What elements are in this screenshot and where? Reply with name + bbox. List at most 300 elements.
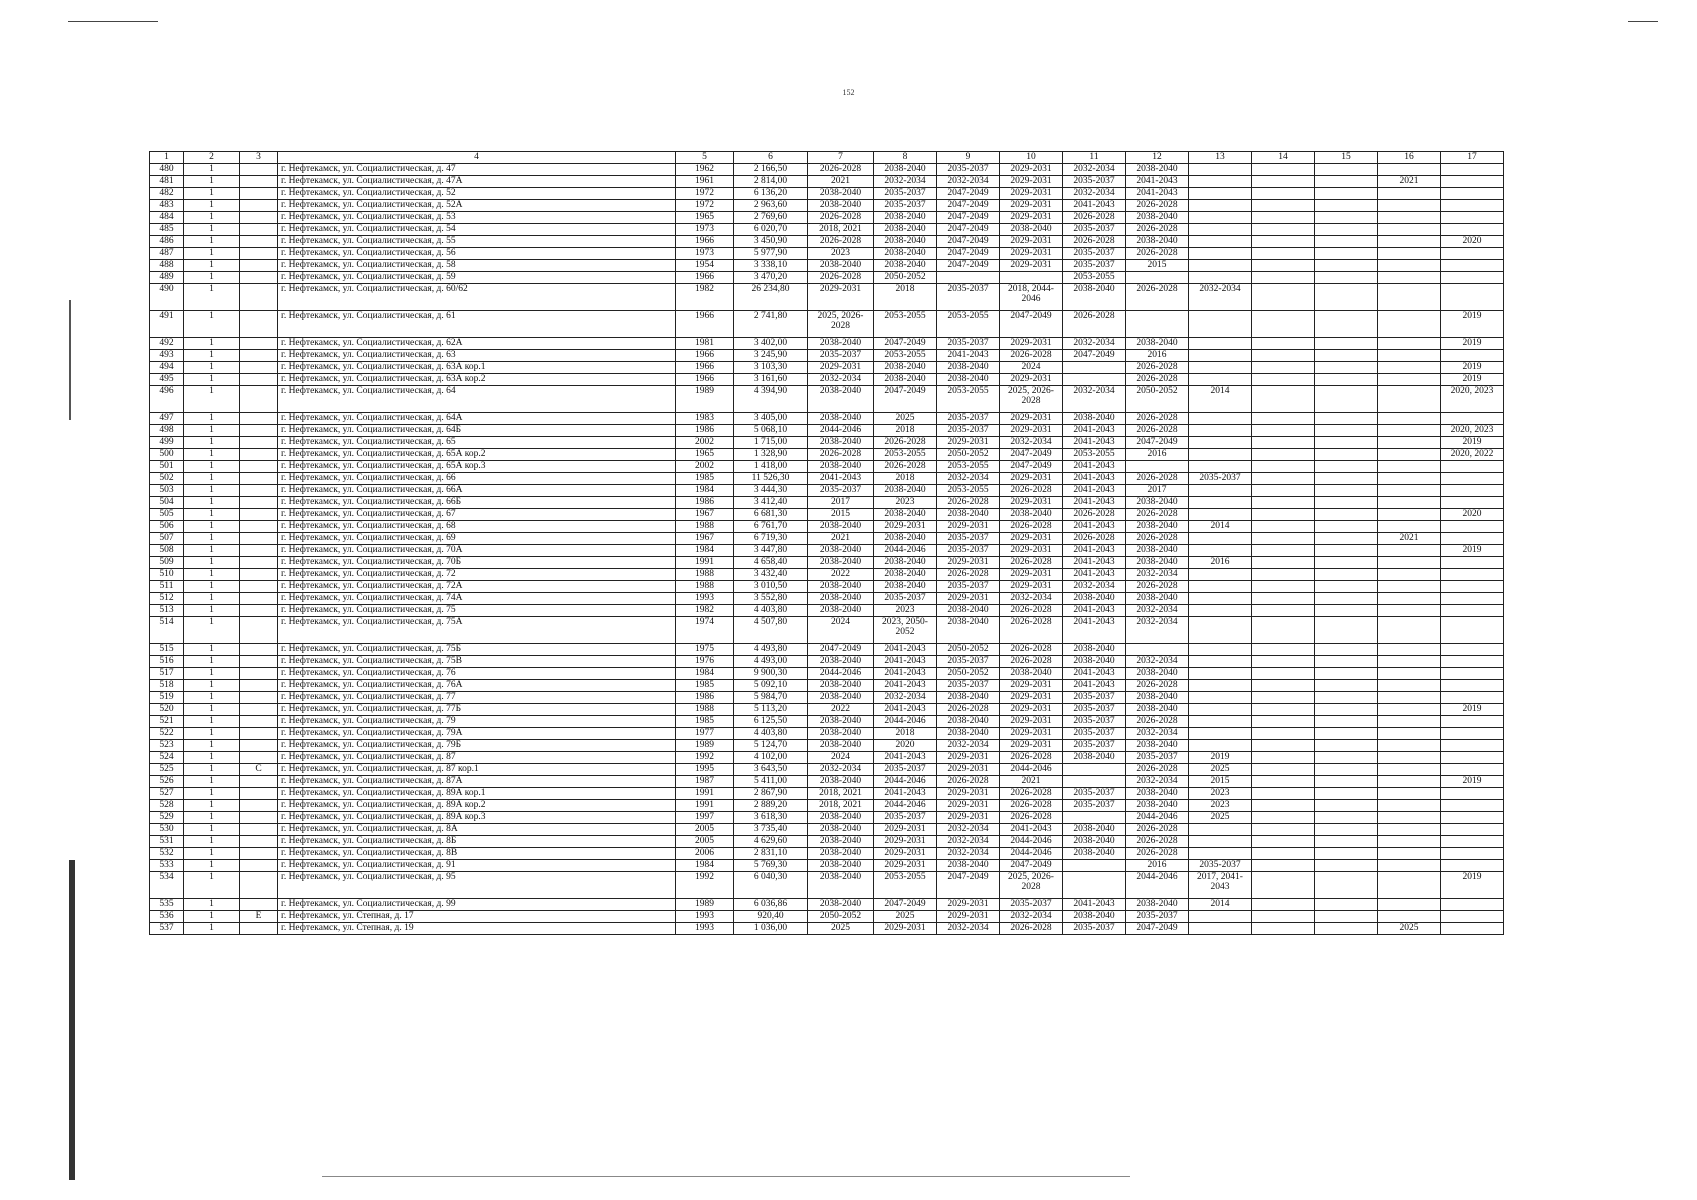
cell-address: г. Нефтекамск, ул. Социалистическая, д. 70А [278, 545, 676, 557]
cell-col-7: 2021 [808, 176, 874, 188]
cell-col-3 [240, 236, 278, 248]
cell-col-2: 1 [184, 764, 240, 776]
cell-col-17 [1441, 533, 1504, 545]
cell-col-3 [240, 740, 278, 752]
cell-col-10: 2018, 2044-2046 [1000, 284, 1063, 311]
cell-col-2: 1 [184, 824, 240, 836]
cell-col-17 [1441, 824, 1504, 836]
cell-col-13 [1189, 740, 1252, 752]
cell-col-10: 2029-2031 [1000, 164, 1063, 176]
table-row [150, 497, 1504, 509]
cell-col-16 [1378, 752, 1441, 764]
cell-col-17 [1441, 350, 1504, 362]
cell-col-10: 2044-2046 [1000, 848, 1063, 860]
cell-col-8: 2018 [874, 284, 937, 311]
cell-col-3 [240, 557, 278, 569]
cell-address: г. Нефтекамск, ул. Социалистическая, д. 52 [278, 188, 676, 200]
cell-col-11: 2032-2034 [1063, 581, 1126, 593]
cell-col-10: 2029-2031 [1000, 413, 1063, 425]
cell-col-8: 2032-2034 [874, 176, 937, 188]
cell-col-16 [1378, 485, 1441, 497]
cell-area: 9 900,30 [734, 668, 808, 680]
cell-col-16 [1378, 413, 1441, 425]
cell-col-9: 2032-2034 [937, 176, 1000, 188]
cell-build-year: 1993 [676, 593, 734, 605]
cell-col-15 [1315, 338, 1378, 350]
cell-address: г. Нефтекамск, ул. Социалистическая, д. 59 [278, 272, 676, 284]
cell-col-17 [1441, 284, 1504, 311]
cell-col-11: 2038-2040 [1063, 752, 1126, 764]
page-number: 152 [842, 88, 855, 97]
cell-col-2: 1 [184, 704, 240, 716]
cell-col-17: 2020 [1441, 236, 1504, 248]
cell-col-17 [1441, 164, 1504, 176]
cell-col-16 [1378, 236, 1441, 248]
cell-col-2: 1 [184, 800, 240, 812]
cell-build-year: 2006 [676, 848, 734, 860]
cell-col-3: С [240, 764, 278, 776]
cell-col-2: 1 [184, 284, 240, 311]
cell-col-13 [1189, 911, 1252, 923]
cell-col-13 [1189, 728, 1252, 740]
cell-col-17 [1441, 176, 1504, 188]
cell-col-9: 2050-2052 [937, 449, 1000, 461]
cell-col-2: 1 [184, 848, 240, 860]
cell-col-9: 2035-2037 [937, 581, 1000, 593]
cell-col-16 [1378, 362, 1441, 374]
cell-col-15 [1315, 509, 1378, 521]
cell-address: г. Нефтекамск, ул. Социалистическая, д. 91 [278, 860, 676, 872]
cell-col-11 [1063, 374, 1126, 386]
cell-area: 2 889,20 [734, 800, 808, 812]
cell-col-15 [1315, 425, 1378, 437]
cell-col-10: 2032-2034 [1000, 911, 1063, 923]
cell-col-17: 2020, 2023 [1441, 425, 1504, 437]
cell-col-11: 2026-2028 [1063, 236, 1126, 248]
cell-col-7: 2038-2040 [808, 776, 874, 788]
cell-col-12: 2032-2034 [1126, 656, 1189, 668]
cell-row-number: 498 [150, 425, 184, 437]
cell-col-3 [240, 362, 278, 374]
scan-left-edge-mark [69, 300, 71, 420]
cell-col-7: 2029-2031 [808, 284, 874, 311]
cell-area: 3 402,00 [734, 338, 808, 350]
table-row [150, 728, 1504, 740]
cell-col-11: 2038-2040 [1063, 644, 1126, 656]
cell-area: 3 450,90 [734, 236, 808, 248]
cell-build-year: 1967 [676, 533, 734, 545]
cell-col-14 [1252, 497, 1315, 509]
cell-col-15 [1315, 605, 1378, 617]
cell-address: г. Нефтекамск, ул. Социалистическая, д. 63А кор.1 [278, 362, 676, 374]
cell-col-15 [1315, 680, 1378, 692]
cell-col-17: 2019 [1441, 338, 1504, 350]
cell-col-13: 2019 [1189, 752, 1252, 764]
cell-col-12: 2026-2028 [1126, 581, 1189, 593]
cell-col-8: 2035-2037 [874, 188, 937, 200]
cell-address: г. Нефтекамск, ул. Социалистическая, д. 89А кор.2 [278, 800, 676, 812]
cell-col-7: 2035-2037 [808, 485, 874, 497]
cell-col-12: 2038-2040 [1126, 692, 1189, 704]
cell-build-year: 1973 [676, 224, 734, 236]
cell-col-2: 1 [184, 473, 240, 485]
cell-col-17 [1441, 656, 1504, 668]
cell-area: 3 245,90 [734, 350, 808, 362]
cell-col-9: 2032-2034 [937, 836, 1000, 848]
cell-col-13 [1189, 824, 1252, 836]
cell-col-11 [1063, 872, 1126, 899]
cell-col-3 [240, 533, 278, 545]
cell-col-12: 2038-2040 [1126, 788, 1189, 800]
cell-col-9: 2029-2031 [937, 557, 1000, 569]
cell-col-9: 2035-2037 [937, 284, 1000, 311]
cell-col-13 [1189, 569, 1252, 581]
cell-col-12: 2026-2028 [1126, 824, 1189, 836]
cell-col-14 [1252, 533, 1315, 545]
cell-col-12: 2038-2040 [1126, 212, 1189, 224]
cell-col-7: 2022 [808, 704, 874, 716]
cell-col-11: 2038-2040 [1063, 656, 1126, 668]
cell-col-13 [1189, 923, 1252, 935]
cell-address: г. Нефтекамск, ул. Социалистическая, д. 64А [278, 413, 676, 425]
cell-col-9: 2038-2040 [937, 617, 1000, 644]
cell-row-number: 502 [150, 473, 184, 485]
cell-col-15 [1315, 260, 1378, 272]
table-row [150, 533, 1504, 545]
cell-build-year: 1976 [676, 656, 734, 668]
cell-col-10: 2026-2028 [1000, 644, 1063, 656]
cell-col-14 [1252, 581, 1315, 593]
cell-address: г. Нефтекамск, ул. Социалистическая, д. 66 [278, 473, 676, 485]
cell-col-13 [1189, 260, 1252, 272]
table-row [150, 200, 1504, 212]
cell-col-17 [1441, 680, 1504, 692]
cell-col-11: 2035-2037 [1063, 224, 1126, 236]
cell-col-8: 2038-2040 [874, 581, 937, 593]
housing-register-table [149, 151, 1504, 935]
cell-col-2: 1 [184, 236, 240, 248]
cell-build-year: 1983 [676, 413, 734, 425]
cell-col-15 [1315, 848, 1378, 860]
cell-col-13 [1189, 704, 1252, 716]
cell-col-16 [1378, 311, 1441, 338]
table-row [150, 716, 1504, 728]
cell-col-16 [1378, 800, 1441, 812]
cell-row-number: 495 [150, 374, 184, 386]
cell-address: г. Нефтекамск, ул. Социалистическая, д. 63 [278, 350, 676, 362]
cell-col-15 [1315, 644, 1378, 656]
cell-col-12: 2026-2028 [1126, 224, 1189, 236]
column-number: 7 [808, 152, 874, 164]
cell-col-2: 1 [184, 188, 240, 200]
cell-row-number: 491 [150, 311, 184, 338]
cell-col-16 [1378, 605, 1441, 617]
column-number: 1 [150, 152, 184, 164]
cell-col-14 [1252, 545, 1315, 557]
cell-address: г. Нефтекамск, ул. Социалистическая, д. 53 [278, 212, 676, 224]
table-row [150, 860, 1504, 872]
cell-col-12: 2041-2043 [1126, 176, 1189, 188]
cell-col-7: 2038-2040 [808, 581, 874, 593]
cell-col-17 [1441, 752, 1504, 764]
cell-col-14 [1252, 557, 1315, 569]
cell-col-7: 2026-2028 [808, 272, 874, 284]
cell-address: г. Нефтекамск, ул. Социалистическая, д. 55 [278, 236, 676, 248]
cell-col-14 [1252, 776, 1315, 788]
cell-col-2: 1 [184, 617, 240, 644]
cell-col-11 [1063, 812, 1126, 824]
cell-col-2: 1 [184, 413, 240, 425]
cell-col-11: 2041-2043 [1063, 473, 1126, 485]
cell-col-9: 2035-2037 [937, 425, 1000, 437]
cell-col-8: 2053-2055 [874, 872, 937, 899]
cell-col-10: 2026-2028 [1000, 521, 1063, 533]
cell-build-year: 1992 [676, 872, 734, 899]
cell-build-year: 1989 [676, 899, 734, 911]
cell-col-10: 2026-2028 [1000, 557, 1063, 569]
cell-build-year: 1995 [676, 764, 734, 776]
cell-col-14 [1252, 164, 1315, 176]
cell-col-2: 1 [184, 872, 240, 899]
cell-col-15 [1315, 200, 1378, 212]
cell-row-number: 514 [150, 617, 184, 644]
cell-col-15 [1315, 872, 1378, 899]
table-row [150, 260, 1504, 272]
cell-col-2: 1 [184, 776, 240, 788]
cell-col-13: 2023 [1189, 800, 1252, 812]
cell-col-12: 2032-2034 [1126, 776, 1189, 788]
cell-col-9: 2029-2031 [937, 521, 1000, 533]
cell-col-12: 2026-2028 [1126, 200, 1189, 212]
cell-build-year: 1984 [676, 485, 734, 497]
cell-col-16 [1378, 473, 1441, 485]
cell-address: г. Нефтекамск, ул. Социалистическая, д. 68 [278, 521, 676, 533]
cell-address: г. Нефтекамск, ул. Социалистическая, д. 77Б [278, 704, 676, 716]
cell-row-number: 521 [150, 716, 184, 728]
cell-col-17: 2019 [1441, 311, 1504, 338]
cell-col-17 [1441, 617, 1504, 644]
cell-col-15 [1315, 176, 1378, 188]
cell-row-number: 529 [150, 812, 184, 824]
cell-col-17: 2020 [1441, 509, 1504, 521]
cell-col-12: 2026-2028 [1126, 413, 1189, 425]
cell-col-11: 2041-2043 [1063, 485, 1126, 497]
cell-row-number: 492 [150, 338, 184, 350]
cell-col-8: 2044-2046 [874, 545, 937, 557]
cell-address: г. Нефтекамск, ул. Социалистическая, д. 61 [278, 311, 676, 338]
cell-col-9: 2053-2055 [937, 461, 1000, 473]
cell-area: 4 507,80 [734, 617, 808, 644]
cell-col-2: 1 [184, 680, 240, 692]
cell-area: 4 403,80 [734, 728, 808, 740]
cell-col-17: 2019 [1441, 776, 1504, 788]
cell-col-12: 2047-2049 [1126, 923, 1189, 935]
cell-col-8: 2053-2055 [874, 311, 937, 338]
cell-col-13 [1189, 509, 1252, 521]
cell-col-11: 2035-2037 [1063, 248, 1126, 260]
cell-area: 6 719,30 [734, 533, 808, 545]
cell-col-8: 2047-2049 [874, 386, 937, 413]
cell-col-14 [1252, 461, 1315, 473]
cell-col-10: 2029-2031 [1000, 740, 1063, 752]
cell-col-3 [240, 260, 278, 272]
cell-col-11: 2041-2043 [1063, 497, 1126, 509]
cell-col-7: 2038-2040 [808, 545, 874, 557]
cell-area: 3 412,40 [734, 497, 808, 509]
table-row [150, 899, 1504, 911]
cell-col-14 [1252, 224, 1315, 236]
cell-col-12: 2044-2046 [1126, 872, 1189, 899]
cell-col-11 [1063, 764, 1126, 776]
cell-address: г. Нефтекамск, ул. Социалистическая, д. 47 [278, 164, 676, 176]
cell-row-number: 510 [150, 569, 184, 581]
cell-col-3 [240, 776, 278, 788]
cell-col-16 [1378, 509, 1441, 521]
cell-col-16 [1378, 272, 1441, 284]
cell-build-year: 1973 [676, 248, 734, 260]
cell-col-11: 2047-2049 [1063, 350, 1126, 362]
cell-col-3 [240, 716, 278, 728]
cell-row-number: 480 [150, 164, 184, 176]
cell-row-number: 501 [150, 461, 184, 473]
cell-address: г. Нефтекамск, ул. Социалистическая, д. 66А [278, 485, 676, 497]
cell-col-10 [1000, 272, 1063, 284]
cell-col-12 [1126, 644, 1189, 656]
cell-col-8: 2018 [874, 728, 937, 740]
cell-area: 1 036,00 [734, 923, 808, 935]
cell-col-16 [1378, 617, 1441, 644]
cell-col-15 [1315, 533, 1378, 545]
table-row [150, 668, 1504, 680]
cell-col-13 [1189, 413, 1252, 425]
cell-col-14 [1252, 872, 1315, 899]
cell-col-15 [1315, 800, 1378, 812]
cell-area: 2 166,50 [734, 164, 808, 176]
cell-col-9: 2047-2049 [937, 260, 1000, 272]
cell-address: г. Нефтекамск, ул. Социалистическая, д. 8Б [278, 836, 676, 848]
cell-col-2: 1 [184, 593, 240, 605]
cell-col-16 [1378, 776, 1441, 788]
cell-col-10: 2029-2031 [1000, 212, 1063, 224]
cell-col-13 [1189, 581, 1252, 593]
table-row [150, 413, 1504, 425]
cell-build-year: 2002 [676, 437, 734, 449]
cell-col-7: 2038-2040 [808, 872, 874, 899]
cell-col-12: 2038-2040 [1126, 545, 1189, 557]
cell-address: г. Нефтекамск, ул. Степная, д. 19 [278, 923, 676, 935]
cell-col-9: 2029-2031 [937, 593, 1000, 605]
cell-col-17 [1441, 716, 1504, 728]
cell-col-11: 2041-2043 [1063, 668, 1126, 680]
cell-col-15 [1315, 449, 1378, 461]
cell-build-year: 1966 [676, 311, 734, 338]
cell-col-9: 2032-2034 [937, 923, 1000, 935]
cell-col-17: 2019 [1441, 362, 1504, 374]
cell-address: г. Нефтекамск, ул. Социалистическая, д. 95 [278, 872, 676, 899]
cell-col-14 [1252, 836, 1315, 848]
cell-area: 5 113,20 [734, 704, 808, 716]
cell-address: г. Нефтекамск, ул. Социалистическая, д. 52А [278, 200, 676, 212]
cell-col-13 [1189, 272, 1252, 284]
cell-col-14 [1252, 617, 1315, 644]
cell-col-10: 2029-2031 [1000, 260, 1063, 272]
table-row [150, 680, 1504, 692]
column-number: 14 [1252, 152, 1315, 164]
cell-address: г. Нефтекамск, ул. Социалистическая, д. 8А [278, 824, 676, 836]
cell-col-14 [1252, 716, 1315, 728]
cell-col-17 [1441, 224, 1504, 236]
cell-col-8: 2018 [874, 425, 937, 437]
cell-col-16 [1378, 593, 1441, 605]
cell-row-number: 519 [150, 692, 184, 704]
cell-col-8: 2038-2040 [874, 362, 937, 374]
cell-address: г. Нефтекамск, ул. Социалистическая, д. 89А кор.1 [278, 788, 676, 800]
table-row [150, 752, 1504, 764]
cell-col-15 [1315, 386, 1378, 413]
cell-col-14 [1252, 374, 1315, 386]
column-number: 15 [1315, 152, 1378, 164]
cell-col-7: 2038-2040 [808, 656, 874, 668]
column-number: 4 [278, 152, 676, 164]
cell-col-14 [1252, 272, 1315, 284]
cell-address: г. Нефтекамск, ул. Социалистическая, д. 79Б [278, 740, 676, 752]
cell-col-11: 2035-2037 [1063, 692, 1126, 704]
column-number: 6 [734, 152, 808, 164]
cell-col-7: 2047-2049 [808, 644, 874, 656]
cell-col-7: 2017 [808, 497, 874, 509]
cell-row-number: 484 [150, 212, 184, 224]
cell-area: 6 136,20 [734, 188, 808, 200]
cell-col-10: 2024 [1000, 362, 1063, 374]
cell-col-12: 2026-2028 [1126, 473, 1189, 485]
cell-address: г. Нефтекамск, ул. Социалистическая, д. 67 [278, 509, 676, 521]
cell-row-number: 489 [150, 272, 184, 284]
cell-col-2: 1 [184, 311, 240, 338]
cell-address: г. Нефтекамск, ул. Социалистическая, д. 60/62 [278, 284, 676, 311]
cell-col-16 [1378, 188, 1441, 200]
cell-col-17 [1441, 605, 1504, 617]
cell-area: 1 418,00 [734, 461, 808, 473]
cell-col-7: 2041-2043 [808, 473, 874, 485]
cell-build-year: 1982 [676, 284, 734, 311]
cell-address: г. Нефтекамск, ул. Социалистическая, д. 87 [278, 752, 676, 764]
cell-col-15 [1315, 836, 1378, 848]
column-number: 2 [184, 152, 240, 164]
cell-col-11: 2026-2028 [1063, 311, 1126, 338]
cell-col-2: 1 [184, 176, 240, 188]
cell-col-3 [240, 569, 278, 581]
cell-col-9: 2047-2049 [937, 236, 1000, 248]
cell-col-9: 2029-2031 [937, 899, 1000, 911]
cell-col-15 [1315, 437, 1378, 449]
cell-col-9: 2053-2055 [937, 386, 1000, 413]
cell-col-12: 2038-2040 [1126, 800, 1189, 812]
cell-col-14 [1252, 860, 1315, 872]
cell-col-12: 2026-2028 [1126, 425, 1189, 437]
cell-row-number: 518 [150, 680, 184, 692]
cell-col-15 [1315, 188, 1378, 200]
cell-address: г. Нефтекамск, ул. Социалистическая, д. 64Б [278, 425, 676, 437]
cell-area: 6 761,70 [734, 521, 808, 533]
cell-col-14 [1252, 752, 1315, 764]
cell-col-9: 2047-2049 [937, 248, 1000, 260]
cell-col-13: 2035-2037 [1189, 473, 1252, 485]
cell-col-17 [1441, 692, 1504, 704]
cell-col-8: 2044-2046 [874, 716, 937, 728]
cell-col-11: 2041-2043 [1063, 200, 1126, 212]
cell-area: 2 741,80 [734, 311, 808, 338]
cell-col-14 [1252, 362, 1315, 374]
